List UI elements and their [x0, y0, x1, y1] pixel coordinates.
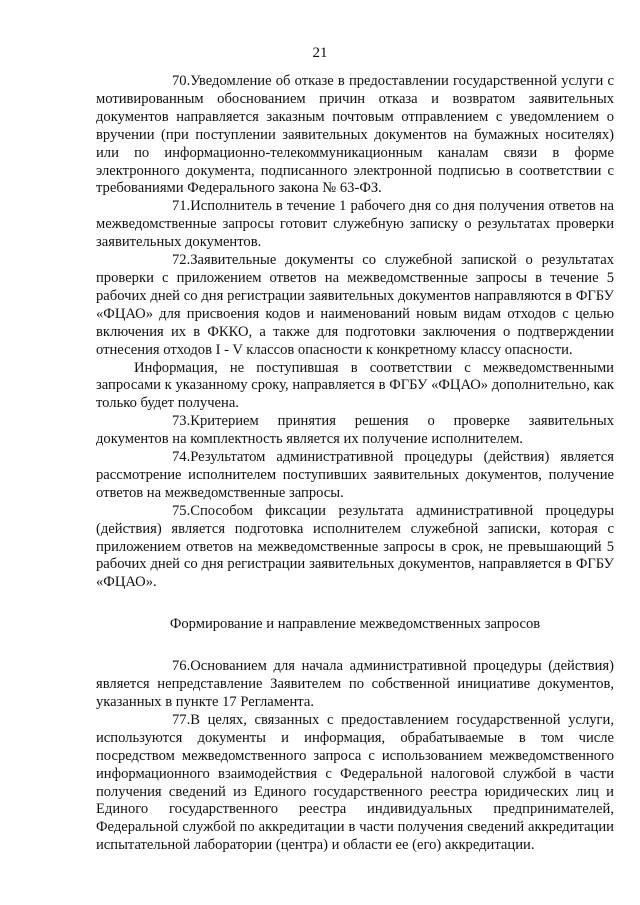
paragraph-73 [96, 413, 614, 449]
paragraph-text: Результатом административной процедуры (действия) является рассмотрение исполнителем поступивших заявительных документов, получение ответов на межведомственные запросы. [96, 449, 614, 501]
page-number: 21 [312, 45, 328, 61]
paragraph-number: 77. [172, 711, 191, 728]
paragraph-number: 71. [172, 198, 191, 215]
paragraph-77 [96, 712, 614, 855]
paragraph-text: Заявительные документы со служебной запиской о результатах проверки с приложением ответов на межведомственные запросы в течение 5 рабочих дней со дня регистрации заявительных документов направляются в ФГБУ «ФЦАО» для присвоения кодов и наименований новым видам отходов с целью включения их в ФККО, а также для подготовки заключения о подтверждении отнесения отходов I - V классов опасности к конкретному классу опасности. [96, 252, 614, 358]
paragraph-number: 75. [172, 502, 191, 519]
paragraph-text: В целях, связанных с предоставлением государственной услуги, используются документы и информация, обрабатываемые в том числе посредством межведомственного запроса с использованием межведомственного информационного взаимодействия с Федеральной налоговой службой в части получения сведений из Единого государственного реестра юридических лиц и Единого государственного реестра индивидуальных предпринимателей, Федеральной службой по аккредитации в части получения сведений аккредитации испытательной лаборатории (центра) и области ее (его) аккредитации. [96, 711, 614, 854]
paragraph-text: Критерием принятия решения о проверке заявительных документов на комплектность является их получение исполнителем. [96, 413, 614, 448]
paragraph-text: Основанием для начала административной процедуры (действия) является непредставление Заявителем по собственной инициативе документов, указанных в пункте 17 Регламента. [96, 658, 614, 710]
paragraph-76 [96, 658, 614, 712]
paragraph-number: 70. [172, 73, 191, 89]
paragraph-number: 76. [172, 658, 191, 675]
paragraph-text: Уведомление об отказе в предоставлении государственной услуги с мотивированным обоснованием причин отказа и возвратом заявительных документов направляется заказным почтовым отправлением с уведомлением о вручении (при поступлении заявительных документов на бумажных носителях) или по информационно-телекоммуникационным каналам связи в форме электронного документа, подписанного электронной подписью в соответствии с требованиями Федерального закона № 63-ФЗ. [96, 73, 614, 197]
paragraph-number: 73. [172, 413, 191, 430]
paragraph-75 [96, 503, 614, 593]
paragraph-72-information [96, 360, 614, 414]
document-body [96, 73, 614, 855]
paragraph-text: Способом фиксации результата административной процедуры (действия) является подготовка исполнителем служебной записки, которая с приложением ответов на межведомственные запросы в срок, не превышающий 5 рабочих дней со дня регистрации заявительных документов, направляется в ФГБУ «ФЦАО». [96, 502, 614, 591]
paragraph-text: Информация, не поступившая в соответствии с межведомственными запросами к указанному сроку, направляется в ФГБУ «ФЦАО» дополнительно, как только будет получена. [96, 359, 614, 412]
paragraph-number: 74. [172, 449, 191, 466]
paragraph-text: Исполнитель в течение 1 рабочего дня со дня получения ответов на межведомственные запросы готовит служебную записку о результатах проверки заявительных документов. [96, 198, 614, 251]
paragraph-74 [96, 449, 614, 503]
paragraph-number: 72. [172, 252, 191, 269]
paragraph-70 [96, 73, 614, 198]
section-heading: Формирование и направление межведомственных запросов [169, 616, 541, 633]
paragraph-71 [96, 198, 614, 252]
paragraph-72 [96, 252, 614, 359]
